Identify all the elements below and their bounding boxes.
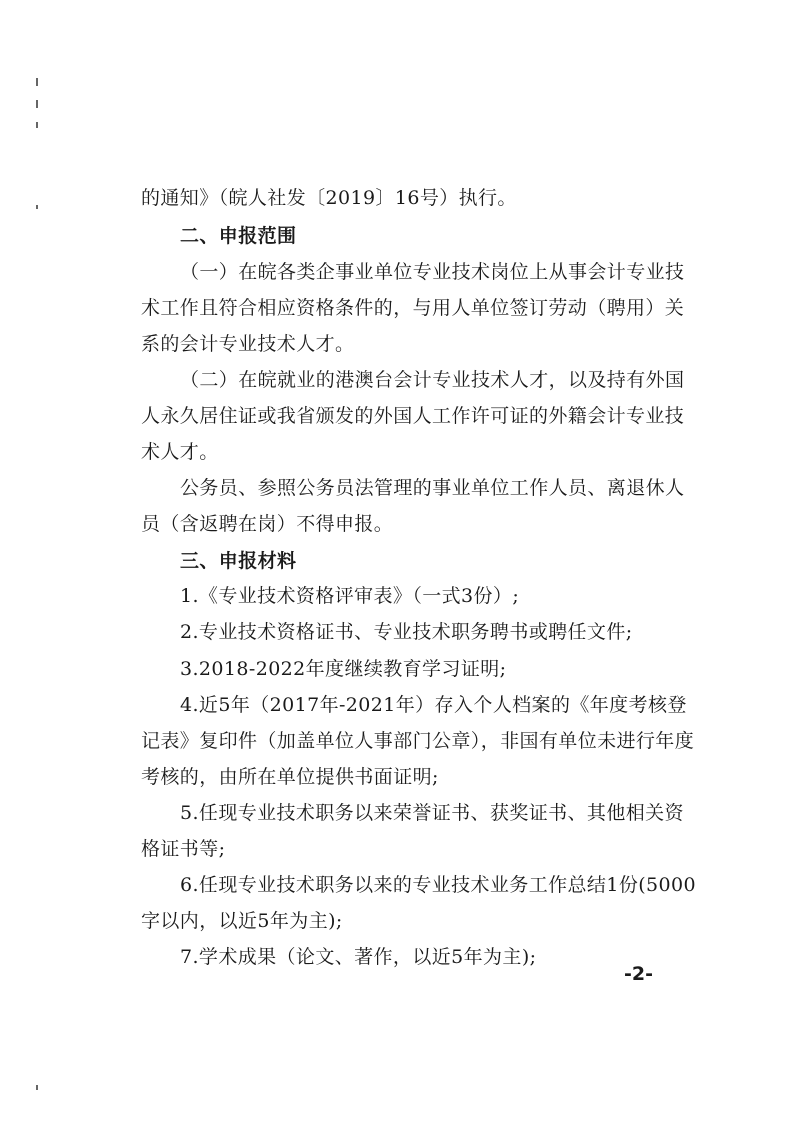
scan-mark [36,1085,38,1090]
list-item: 2.专业技术资格证书、专业技术职务聘书或聘任文件; [180,621,633,643]
body-line: 术工作且符合相应资格条件的，与用人单位签订劳动（聘用）关 [141,297,685,319]
scan-mark [36,78,38,86]
scan-mark [36,100,38,108]
body-line: 员（含返聘在岗）不得申报。 [141,513,394,535]
page-number: -2- [624,963,653,985]
body-line: （一）在皖各类企事业单位专业技术岗位上从事会计专业技 [180,261,685,283]
scan-mark [36,122,38,128]
body-line: 术人才。 [141,441,219,463]
body-line: 人永久居住证或我省颁发的外国人工作许可证的外籍会计专业技 [141,405,685,427]
body-line: （二）在皖就业的港澳台会计专业技术人才，以及持有外国 [180,369,685,391]
body-line: 格证书等; [141,838,226,860]
scan-mark [36,205,38,209]
body-line: 记表》复印件（加盖单位人事部门公章），非国有单位未进行年度 [141,730,695,752]
list-item: 4.近5年（2017年-2021年）存入个人档案的《年度考核登 [180,694,687,716]
body-line: 公务员、参照公务员法管理的事业单位工作人员、离退休人 [180,477,685,499]
body-line: 字以内，以近5年为主); [141,910,343,932]
list-item: 6.任现专业技术职务以来的专业技术业务工作总结1份(5000 [180,874,696,896]
list-item: 3.2018-2022年度继续教育学习证明; [180,658,507,680]
section-heading: 二、申报范围 [180,225,297,247]
list-item: 7.学术成果（论文、著作，以近5年为主); [180,946,537,968]
body-line: 考核的，由所在单位提供书面证明; [141,766,439,788]
body-line: 的通知》（皖人社发〔2019〕16号）执行。 [141,187,517,209]
list-item: 5.任现专业技术职务以来荣誉证书、获奖证书、其他相关资 [180,802,684,824]
body-line: 系的会计专业技术人才。 [141,333,355,355]
section-heading: 三、申报材料 [180,550,297,572]
list-item: 1.《专业技术资格评审表》（一式3份）; [180,585,520,607]
